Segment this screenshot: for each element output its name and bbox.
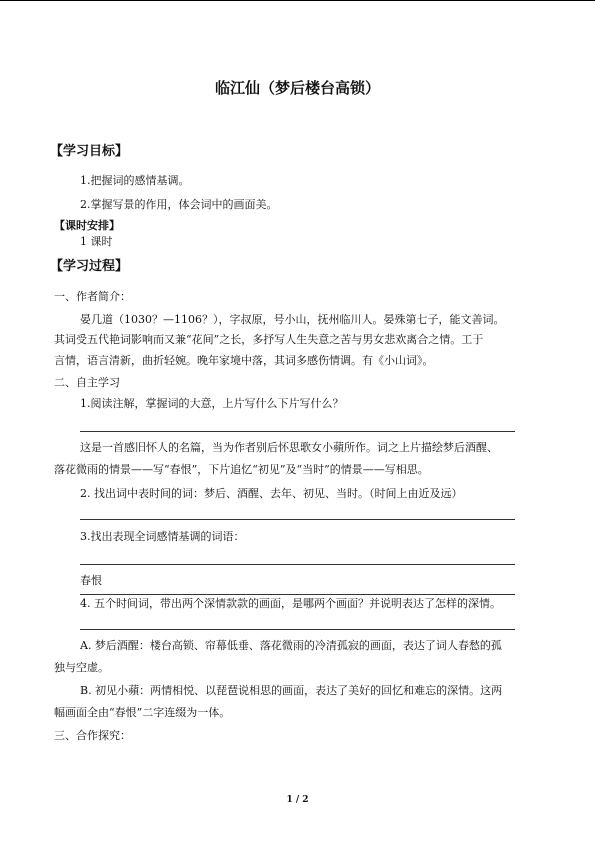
answer-line bbox=[80, 564, 515, 565]
answer-line bbox=[80, 629, 515, 630]
answer-4b-line: 幅画面全由“春恨”二字连缀为一体。 bbox=[54, 706, 231, 719]
answer-line bbox=[80, 519, 515, 520]
author-heading: 一、作者简介： bbox=[54, 290, 131, 303]
question-2: 2. 找出词中表时间的词：梦后、酒醒、去年、初见、当时。（时间上由近及远） bbox=[80, 487, 463, 500]
answer-line bbox=[80, 594, 515, 595]
answer-4a-line: A. 梦后酒醒：楼台高锁、帘幕低垂、落花微雨的冷清孤寂的画面，表达了词人春愁的孤 bbox=[80, 639, 502, 652]
goal-item-1: 1.把握词的感情基调。 bbox=[80, 174, 190, 187]
answer-1-line: 落花微雨的情景——写“春恨”，下片追忆“初见”及“当时”的情景——写相思。 bbox=[54, 463, 429, 476]
author-bio-line: 言情，语言清新，曲折轻婉。晚年家境中落，其词多感伤情调。有《小山词》。 bbox=[54, 354, 434, 367]
page-number: 1 / 2 bbox=[286, 795, 309, 805]
author-bio-line: 其词受五代艳词影响而又兼“花间”之长，多抒写人生失意之苦与男女悲欢离合之情。工于 bbox=[54, 333, 484, 346]
question-4: 4. 五个时间词，带出两个深情款款的画面，是哪两个画面？并说明表达了怎样的深情。 bbox=[80, 597, 501, 610]
question-3: 3.找出表现全词感情基调的词语： bbox=[80, 530, 245, 543]
page-top-border bbox=[0, 0, 595, 1]
cooperative-study-heading: 三、合作探究： bbox=[54, 729, 131, 742]
author-bio-line: 晏几道（1030？—1106？），字叔原，号小山，抚州临川人。晏殊第七子，能文善词。 bbox=[80, 313, 505, 326]
answer-1-line: 这是一首感旧怀人的名篇，当为作者别后怀思歌女小蘋所作。词之上片描绘梦后酒醒、 bbox=[80, 441, 498, 454]
question-1: 1.阅读注解，掌握词的大意，上片写什么下片写什么？ bbox=[80, 397, 344, 410]
answer-4a-line: 独与空虚。 bbox=[54, 661, 109, 674]
schedule-heading: 【课时安排】 bbox=[54, 219, 120, 232]
page-title: 临江仙（梦后楼台高锁） bbox=[214, 79, 380, 97]
goal-item-2: 2.掌握写景的作用，体会词中的画面美。 bbox=[80, 198, 278, 211]
goals-heading: 【学习目标】 bbox=[50, 144, 129, 159]
schedule-value: 1 课时 bbox=[80, 235, 113, 248]
answer-line bbox=[80, 431, 515, 432]
answer-3: 春恨 bbox=[80, 574, 102, 587]
self-study-heading: 二、自主学习 bbox=[54, 376, 120, 389]
process-heading: 【学习过程】 bbox=[50, 259, 129, 274]
answer-4b-line: B. 初见小蘋：两情相悦、以琵琶说相思的画面，表达了美好的回忆和难忘的深情。这两 bbox=[80, 684, 503, 697]
